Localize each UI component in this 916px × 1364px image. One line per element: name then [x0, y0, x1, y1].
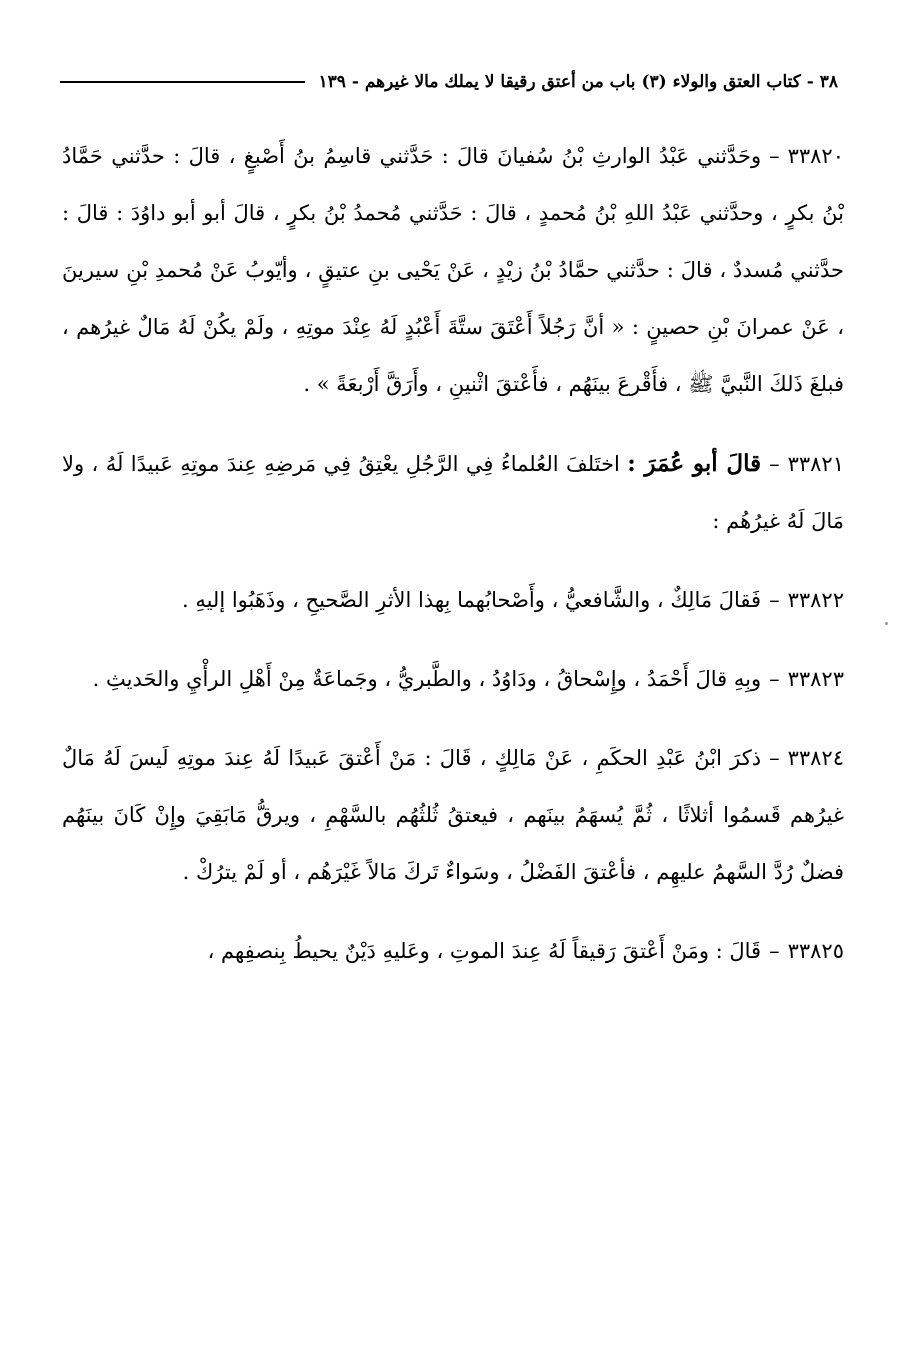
page-body — [62, 128, 844, 1002]
paragraph-text: اختَلفَ العُلماءُ فِي الرَّجُلِ يعْتِقُ فِي مَرضِهِ عِندَ موتِهِ عَبيدًا لَهُ ، ولا مَالَ لَهُ غيرُهُم : — [62, 452, 844, 533]
paragraph-dash: – — [769, 588, 780, 612]
header-rule — [60, 81, 305, 83]
paragraph-number: ٣٣٨٢٥ — [787, 939, 844, 963]
paragraph-number: ٣٣٨٢٢ — [787, 588, 844, 612]
paragraph-dash: – — [769, 667, 780, 691]
margin-dot — [885, 622, 888, 625]
paragraph-33824 — [62, 730, 844, 901]
paragraph-number: ٣٣٨٢٠ — [787, 144, 844, 168]
paragraph-dash: – — [769, 939, 780, 963]
paragraph-text: قَالَ : ومَنْ أَعْتقَ رَقيقاً لَهُ عِندَ الموتِ ، وعَليهِ دَيْنٌ يحيطُ بِنصفِهم ، — [207, 939, 762, 963]
paragraph-text: فَقالَ مَالِكٌ ، والشَّافعيُّ ، وأَصْحابُهما بِهذا الأثرِ الصَّحيحِ ، وذَهَبُوا إليهِ . — [181, 588, 762, 612]
paragraph-33825 — [62, 923, 844, 980]
paragraph-dash: – — [769, 144, 780, 168]
paragraph-dash: – — [769, 452, 780, 476]
paragraph-number: ٣٣٨٢٣ — [787, 667, 844, 691]
running-header — [60, 64, 838, 100]
paragraph-dash: – — [769, 746, 780, 770]
paragraph-33822 — [62, 572, 844, 629]
paragraph-text: ذكرَ ابْنُ عَبْدِ الحكَمِ ، عَنْ مَالِكٍ ، قَالَ : مَنْ أَعْتقَ عَبيدًا لَهُ عِندَ موتِهِ لَيسَ لَهُ مَالٌ غيرُهم قَسمُوا أثلاثًا ، ثُمَّ يُسهَمُ بينَهم ، فيعتقُ ثُلثُهُم بالسَّهْمِ ، ويرقُّ مَابَقِيَ وإِنْ كَانَ بينَهُم فضلٌ رُدَّ السَّهمُ عليهِم ، فأعْتقَ الفَضْلُ ، وسَواءٌ تَركَ مَالاً غَيْرَهُم ، أو لَمْ يترُكْ . — [62, 746, 844, 884]
paragraph-text: وبِهِ قالَ أَحْمَدُ ، وإِسْحاقُ ، ودَاوُدُ ، والطَّبريُّ ، وجَماعَةٌ مِنْ أَهْلِ الرأْيِ والحَديثِ . — [92, 667, 762, 691]
paragraph-33821 — [62, 435, 844, 550]
paragraph-text: وحَدَّثني عَبْدُ الوارثِ بْنُ سُفيانَ قالَ : حَدَّثني قاسِمُ بنُ أَصْبغٍ ، قالَ : حدَّثني حَمَّادُ بْنُ بكرٍ ، وحدَّثني عَبْدُ اللهِ بْنُ مُحمدٍ ، قالَ : حَدَّثني مُحمدُ بْنُ بكرٍ ، قالَ أبو أبو داوُدَ : قالَ : حدَّثني مُسددٌ ، قالَ : حدَّثني حمَّادُ بْنُ زيْدٍ ، عَنْ يَحْيى بنِ عتيقٍ ، وأيّوبُ عَنْ مُحمدِ بْنِ سيرينَ ، عَنْ عمرانَ بْنِ حصينٍ : « أنَّ رَجُلاً أَعْتَقَ ستَّةَ أَعْبُدٍ لَهُ عِنْدَ موتِهِ ، ولَمْ يكُنْ لَهُ مَالٌ غيرُهم ، فبلغَ ذَلكَ النَّبيَّ ﷺ ، فأَقْرعَ بينَهُم ، فأَعْتقَ اثْنينِ ، وأَرَقَّ أَرْبعَةً » . — [62, 144, 844, 396]
paragraph-number: ٣٣٨٢١ — [787, 452, 844, 476]
paragraph-33823 — [62, 651, 844, 708]
paragraph-number: ٣٣٨٢٤ — [787, 746, 844, 770]
header-title: ٣٨ - كتاب العتق والولاء (٣) باب من أعتق رقيقا لا يملك مالا غيرهم - ١٣٩ — [318, 72, 838, 92]
speaker-attribution: قالَ أبو عُمَرَ : — [627, 450, 762, 477]
paragraph-33820 — [62, 128, 844, 413]
